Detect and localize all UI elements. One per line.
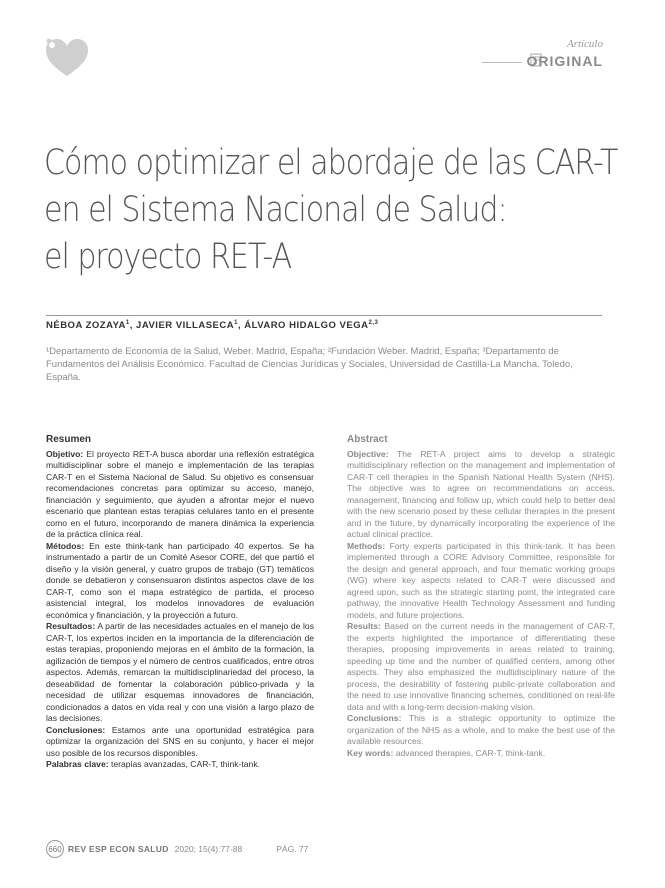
page-footer — [46, 839, 308, 859]
title-line: el proyecto RET-A — [44, 237, 292, 277]
page-number-badge: 660 — [46, 840, 64, 858]
abstract-results — [347, 621, 615, 713]
author-name: NÉBOA ZOZAYA — [46, 320, 126, 332]
section-text: advanced therapies, CAR-T, think-tank. — [393, 747, 546, 758]
article-title — [44, 140, 618, 281]
section-label: Resultados: — [46, 621, 96, 631]
author-name: JAVIER VILLASECA — [136, 320, 235, 332]
abstract-methods — [347, 541, 615, 622]
article-type: ORIGINAL — [526, 53, 603, 69]
section-text: Based on the current needs in the management of CAR-T, the experts highlighted the importance of differentiating these therapies, proposing improvements in areas related to training, speeding up time and the number of qualified centers, among other aspects. They also emphasized the multidisciplinary nature of the process, the desirability of fostering public-private collaboration and the need to use innovative financing schemes, conditioned on real-life data and with a long-term decision-making vision. — [347, 621, 615, 712]
resumen-palabras-clave — [46, 759, 314, 771]
section-text: The RET-A project aims to develop a strategic multidisciplinary reflection on the management and implementation of CAR-T cell therapies in the Spanish National Health System (NHS). The objective was to agree on recommendations on access, management, financing and follow up, which could help to better deal with the new scenario posed by these cellular therapies in the present and in the future, by dynamically incorporating the experience of the actual clinical practice. — [347, 448, 615, 539]
journal-name: REV ESP ECON SALUD — [68, 844, 169, 854]
section-text: terapias avanzadas, CAR-T, think-tank. — [108, 759, 261, 769]
author-affiliation-mark: 2,3 — [368, 320, 379, 326]
article-category: Artículo — [566, 38, 603, 50]
section-label: Objetivo: — [46, 448, 84, 459]
author-affiliation-mark: 1 — [125, 320, 130, 326]
resumen-resultados — [46, 621, 314, 725]
section-label: Methods: — [347, 540, 386, 551]
resumen-metodos — [46, 541, 314, 622]
author-affiliations: ¹Departamento de Economía de la Salud, Weber. Madrid, España; ²Fundación Weber. Madrid, España; ³Departamento de Fundamentos del Análisis Económico. Facultad de Ciencias Jurídicas y Sociales, Universidad de Castilla-La Mancha. Toledo, España. — [46, 346, 573, 383]
author-affiliation-mark: 1 — [234, 320, 238, 326]
article-section-label — [527, 38, 603, 69]
section-label: Key words: — [347, 747, 394, 758]
title-divider — [46, 315, 602, 316]
resumen-column — [46, 434, 314, 771]
section-label: Objective: — [347, 448, 389, 459]
resumen-conclusiones — [46, 725, 314, 760]
resumen-heading: Resumen — [46, 434, 92, 445]
section-text: Forty experts participated in this think-tank. It has been implemented through a CORE Advisory Committee, responsible for the design and general approach, and four thematic working groups (WG) where key aspects related to CAR-T were discussed and agreed upon, such as the strategic starting point, the integrated care pathway, the innovative Health Technology Assessment and funding models, and future projections. — [347, 540, 615, 620]
abstract-heading: Abstract — [347, 434, 388, 445]
page-label: PÁG. 77 — [276, 844, 309, 854]
section-text: El proyecto RET-A busca abordar una reflexión estratégica multidisciplinar sobre el manejo e implementación de las terapias CAR-T en el Sistema Nacional de Salud. Su objetivo es consensuar recomendaciones concretas para optimizar su acceso, manejo, financiación y seguimiento, que ayuden a afrontar mejor el nuevo escenario que plantean estas terapias celulares tanto en el presente como en el futuro, incorporando de manera dinámica la experiencia de la práctica clínica real. — [46, 448, 314, 539]
section-text: En este think-tank han participado 40 expertos. Se ha instrumentado a partir de un Comité Asesor CORE, del que partió el diseño y la visión general, y cuatro grupos de trabajo (GT) temáticos donde se debatieron y consensuaron distintos aspectos clave de los CAR-T, como son el mapa estratégico de partida, el proceso asistencial integral, los modelos innovadores de evaluación económica y financiación, y la proyección a futuro. — [46, 540, 314, 620]
section-label: Palabras clave: — [46, 759, 109, 769]
section-text: A partir de las necesidades actuales en el manejo de los CAR-T, los expertos inciden en la importancia de la diferenciación de estas terapias, proponiendo mejoras en el ámbito de la formación, la agilización de tiempos y el número de centros cualificados, entre otros aspectos. Además, remarcan la multidisciplinariedad del proceso, la deseabilidad de fomentar la colaboración público-privada y la necesidad de utilizar esquemas innovadores de financiación, condicionados a datos en vida real y con una visión a largo plazo de las decisiones. — [46, 621, 314, 723]
journal-heart-logo — [44, 38, 90, 78]
section-label: Conclusiones: — [46, 724, 106, 735]
author-list: NÉBOA ZOZAYA$^1$, JAVIER VILLASECA$^1$, ÁLVARO HIDALGO VEGA$^{2,3}$ — [46, 320, 379, 332]
section-label: Conclusions: — [347, 713, 402, 723]
header-rule — [482, 62, 522, 63]
section-text: This is a strategic opportunity to optimize the organization of the NHS as a whole, and to make the best use of the available resources. — [347, 713, 615, 746]
section-text: Estamos ante una oportunidad estratégica para optimizar la organización del SNS en su conjunto, y hacer el mejor uso posible de los recursos disponibles. — [46, 724, 314, 758]
section-label: Métodos: — [46, 540, 85, 551]
abstract-objective — [347, 449, 615, 541]
resumen-objetivo — [46, 449, 314, 541]
section-label: Results: — [347, 621, 381, 631]
title-line: Cómo optimizar el abordaje de las CAR-T — [44, 143, 618, 183]
journal-citation: 2020; 15(4):77-88 — [174, 844, 243, 854]
abstract-conclusions — [347, 713, 615, 748]
abstract-key-words — [347, 748, 615, 760]
author-name: ÁLVARO HIDALGO VEGA — [244, 320, 369, 332]
abstract-column — [347, 434, 615, 759]
title-line: en el Sistema Nacional de Salud: — [44, 190, 507, 230]
